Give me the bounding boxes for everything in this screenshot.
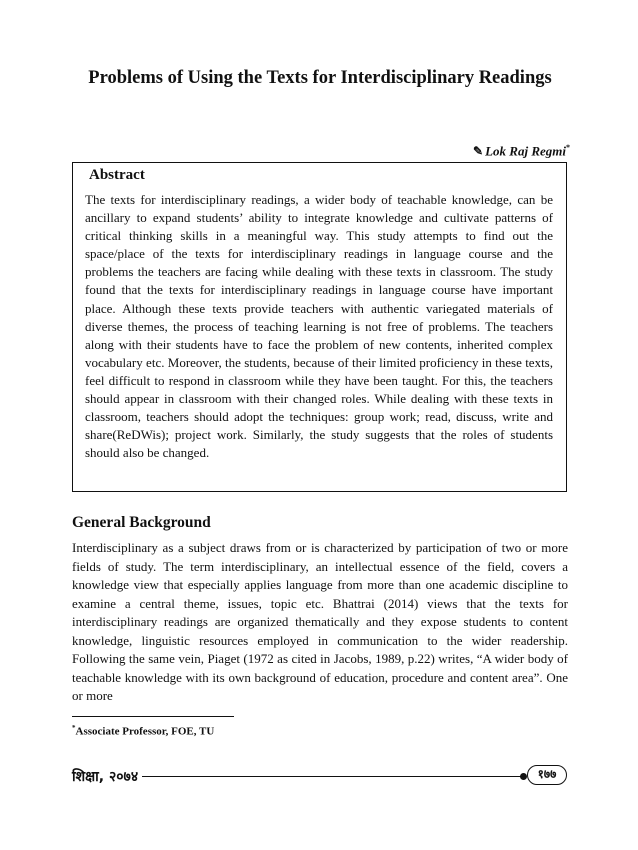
section-body-text: Interdisciplinary as a subject draws from or is characterized by participation of two or more fields of study. The term interdisciplinary, an intellectual essence of the field, covers a knowledge view that especially applies language from more than one academic discipline to examine a central theme, issues, topic etc. Bhattrai (2014) views that the texts for interdisciplinary readings are organized thematically and they expose students to content knowledge, linguistic resources employed in communication to the wider readership. Following the same vein, Piaget (1972 as cited in Jacobs, 1989, p.22) writes, “A wider body of teachable knowledge with its own background of education, procedure and content area”. One or more [72, 540, 568, 703]
footer-divider [142, 776, 524, 777]
footnote-divider [72, 716, 234, 717]
abstract-box [72, 162, 567, 492]
footnote-text: Associate Professor, FOE, TU [75, 725, 215, 738]
author-line [473, 143, 570, 159]
author-name: Lok Raj Regmi [485, 143, 566, 159]
section-heading: General Background [72, 514, 211, 531]
pen-icon: ✎ [473, 144, 484, 159]
footnote [72, 724, 214, 738]
page-number: १७७ [527, 765, 567, 785]
footnote-marker: * [72, 724, 76, 732]
abstract-heading: Abstract [89, 167, 145, 183]
author-footnote-marker: * [566, 143, 570, 152]
article-title: Problems of Using the Texts for Interdisciplinary Readings [88, 68, 552, 88]
journal-name: शिक्षा, २०७४ [72, 769, 139, 785]
abstract-text: The texts for interdisciplinary readings, a wider body of teachable knowledge, can be ancillary to expand students’ ability to integrate knowledge and cultivate patterns of critical thinking skills in a meaningful way. This study attempts to find out the space/place of the texts for interdisciplinary readings in language course and the problems the teachers are facing while dealing with these texts in classroom. The study found that the texts for interdisciplinary readings in language course have important place. Although these texts provide teachers with authentic variegated materials of diverse themes, the process of teaching learning is not free of problems. The teachers along with their students have to face the problem of new contents, inherited complex vocabulary etc. Moreover, the students, because of their limited proficiency in these texts, feel difficult to respond in classroom while they have been taught. For this, the teachers should appear in classroom with their changed roles. While dealing with these texts in classroom, teachers should adopt the techniques: group work; read, discuss, write and share(ReDWis); project work. Similarly, the study suggests that the roles of students should also be changed. [85, 192, 553, 461]
